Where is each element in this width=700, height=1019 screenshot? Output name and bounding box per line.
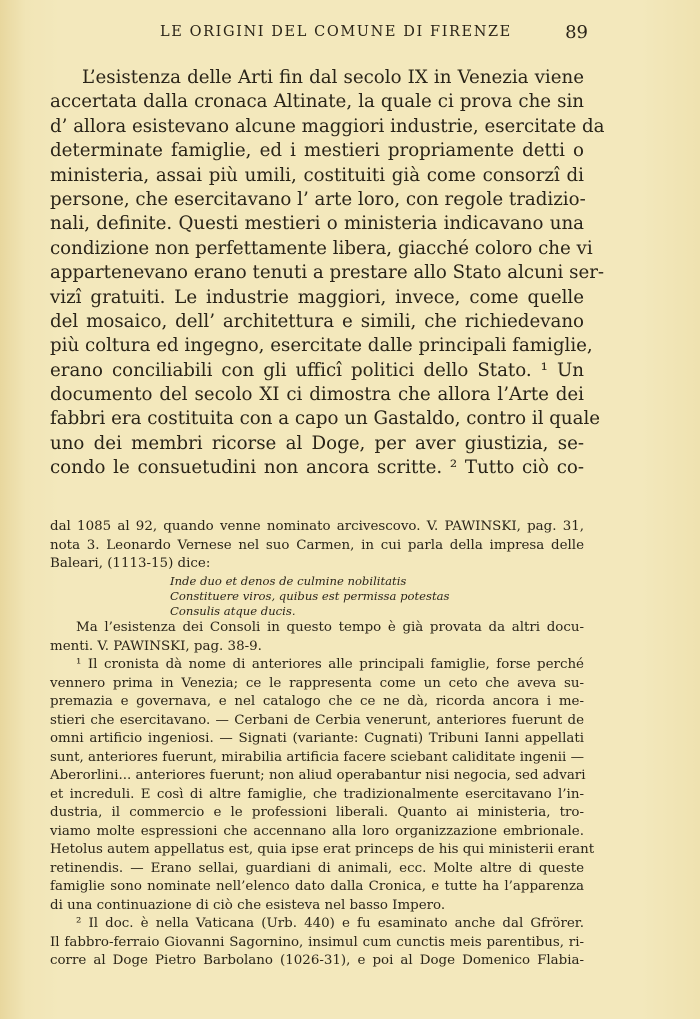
footnote-2-start: ² Il doc. è nella Vaticana (Urb. 440) e fu esaminato anche dal Gfrörer. [76, 916, 584, 932]
text-line: d’ allora esistevano alcune maggiori industrie, esercitate da [50, 115, 605, 137]
footnote-line: Il fabbro-ferraio Giovanni Sagornino, insimul cum cunctis meis parentibus, ri- [50, 934, 584, 950]
footnote-line: sunt, anteriores fuerunt, mirabilia artificia facere sciebant caliditate ingenii — [50, 749, 584, 765]
footnotes [50, 518, 595, 971]
verse-line: Constituere viros, quibus est permissa potestas [170, 588, 450, 603]
text-line: condo le consuetudini non ancora scritte. ² Tutto ciò co- [50, 457, 584, 479]
footnote-line: Ma l’esistenza dei Consoli in questo tempo è già provata da altri docu- [76, 620, 584, 636]
page-header [50, 24, 588, 46]
footnote-line: corre al Doge Pietro Barbolano (1026-31), e poi al Doge Domenico Flabia- [50, 953, 584, 969]
footnote-line: dal 1085 al 92, quando venne nominato arcivescovo. V. PAWINSKI, pag. 31, [50, 519, 584, 534]
footnote-line: Hetolus autem appellatus est, quia ipse erat princeps de his qui ministerii erant [50, 842, 595, 858]
text-line: nali, definite. Questi mestieri o ministeria indicavano una [50, 213, 584, 235]
footnote-line: premazia e governava, e nel catalogo che ce ne dà, ricorda ancora i me- [50, 694, 584, 710]
text-line: fabbri era costituita con a capo un Gastaldo, contro il quale [50, 408, 601, 430]
text-line: appartenevano erano tenuti a prestare allo Stato alcuni ser- [50, 262, 605, 284]
footnote-line: nota 3. Leonardo Vernese nel suo Carmen, in cui parla della impresa delle [50, 537, 584, 553]
verse-line: Inde duo et denos de culmine nobilitatis [170, 573, 407, 588]
text-line: accertata dalla cronaca Altinate, la quale ci prova che sin [50, 91, 584, 113]
footnote-line: Baleari, (1113-15) dice: [50, 556, 211, 571]
footnote-line: famiglie sono nominate nell’elenco dato dalla Cronica, e tutte ha l’apparenza [50, 879, 584, 895]
text-line: documento del secolo XI ci dimostra che allora l’Arte dei [50, 384, 584, 406]
footnote-line: stieri che esercitavano. — Cerbani de Cerbia venerunt, anteriores fuerunt de [50, 712, 584, 728]
text-line: condizione non perfettamente libera, giacché coloro che vi [50, 237, 593, 259]
footnote-1-start: ¹ Il cronista dà nome di anteriores alle principali famiglie, forse perché [76, 657, 584, 673]
footnote-line: et increduli. E così di altre famiglie, che tradizionalmente esercitavano l’in- [50, 786, 584, 802]
footnote-line: vennero prima in Venezia; ce le rappresenta come un ceto che aveva su- [50, 675, 584, 691]
footnote-line: dustria, il commercio e le professioni liberali. Quanto ai ministeria, tro- [50, 805, 584, 821]
page-number: 89 [565, 22, 588, 43]
footnote-line: di una continuazione di ciò che esisteva nel basso Impero. [50, 897, 446, 913]
text-line: uno dei membri ricorse al Doge, per aver giustizia, se- [50, 432, 584, 454]
text-line: vizî gratuiti. Le industrie maggiori, invece, come quelle [50, 286, 584, 308]
verse-line: Consulis atque ducis. [170, 603, 296, 618]
main-paragraph [50, 66, 605, 481]
footnote-line: Aberorlini... anteriores fuerunt; non aliud operabantur nisi negocia, sed advari [50, 768, 586, 784]
footnote-line: retinendis. — Erano sellai, guardiani di animali, ecc. Molte altre di queste [50, 860, 584, 876]
text-line: determinate famiglie, ed i mestieri propriamente detti o [50, 140, 584, 162]
text-line: L’esistenza delle Arti fin dal secolo IX in Venezia viene [82, 67, 584, 88]
footnote-line: menti. V. PAWINSKI, pag. 38-9. [50, 638, 262, 654]
text-line: del mosaico, dell’ architettura e simili, che richiedevano [50, 310, 584, 332]
footnote-line: omni artificio ingeniosi. — Signati (variante: Cugnati) Tribuni Ianni appellati [50, 731, 584, 747]
text-line: erano conciliabili con gli ufficî politici dello Stato. ¹ Un [50, 359, 584, 381]
text-line: più coltura ed ingegno, esercitate dalle principali famiglie, [50, 335, 593, 357]
text-line: ministeria, assai più umili, costituiti già come consorzî di [50, 164, 584, 186]
footnote-line: viamo molte espressioni che accennano alla loro organizzazione embrionale. [50, 823, 584, 839]
running-title: LE ORIGINI DEL COMUNE DI FIRENZE [160, 24, 512, 40]
text-line: persone, che esercitavano l’ arte loro, con regole tradizio- [50, 188, 586, 210]
